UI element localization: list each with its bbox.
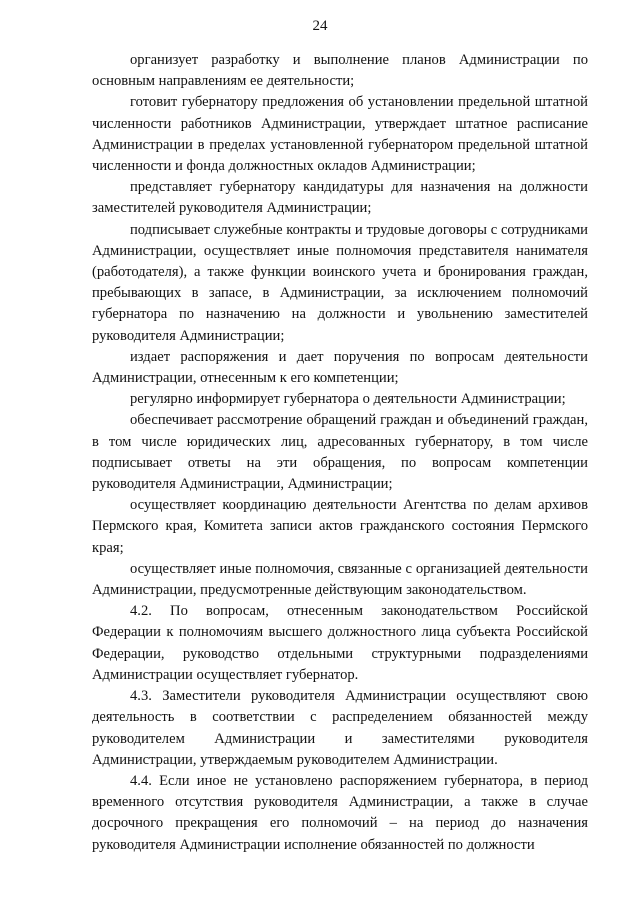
paragraph-1: организует разработку и выполнение планов Администрации по основным направлениям ее деятельности; xyxy=(92,52,588,90)
page-number: 24 xyxy=(312,18,328,34)
paragraph-9: осуществляет иные полномочия, связанные с организацией деятельности Администрации, предусмотренные действующим законодательством. xyxy=(92,560,588,599)
paragraph-8: осуществляет координацию деятельности Агентства по делам архивов Пермского края, Комитета записи актов гражданского состояния Пермского края; xyxy=(92,497,588,556)
paragraph-4: подписывает служебные контракты и трудовые договоры с сотрудниками Администрации, осуществляет иные полномочия представителя нанимателя (работодателя), а также функции воинского учета и бронирования граждан, пребывающих в запасе, в Администрации, за исключением полномочий губернатора по назначению на должности и увольнению заместителей руководителя Администрации; xyxy=(92,221,588,344)
paragraph-7: обеспечивает рассмотрение обращений граждан и объединений граждан, в том числе юридических лиц, адресованных губернатору, в том числе подписывает ответы на эти обращения, по вопросам компетенции руководителя Администрации, Администрации; xyxy=(92,412,588,493)
paragraph-3: представляет губернатору кандидатуры для назначения на должности заместителей руководителя Администрации; xyxy=(92,179,588,217)
paragraph-2: готовит губернатору предложения об установлении предельной штатной численности работников Администрации, утверждает штатное расписание Администрации в пределах установленной губернатором предельной штатной численности и фонда должностных окладов Администрации; xyxy=(92,94,588,175)
paragraph-5: издает распоряжения и дает поручения по вопросам деятельности Администрации, отнесенным к его компетенции; xyxy=(92,348,588,387)
paragraph-4-3: 4.3. Заместители руководителя Администрации осуществляют свою деятельность в соответствии с распределением обязанностей между руководителем Администрации и заместителями руководителя Администрации, утверждаемым руководителем Администрации. xyxy=(92,688,588,768)
paragraph-4-2: 4.2. По вопросам, отнесенным законодательством Российской Федерации к полномочиям высшего должностного лица субъекта Российской Федерации, руководство отдельными структурными подразделениями Администрации осуществляет губернатор. xyxy=(92,603,588,683)
paragraph-4-4: 4.4. Если иное не установлено распоряжением губернатора, в период временного отсутствия руководителя Администрации, а также в случае досрочного прекращения его полномочий – на период до назначения руководителя Администрации исполнение обязанностей по должности xyxy=(92,772,588,853)
paragraph-6: регулярно информирует губернатора о деятельности Администрации; xyxy=(130,391,566,408)
